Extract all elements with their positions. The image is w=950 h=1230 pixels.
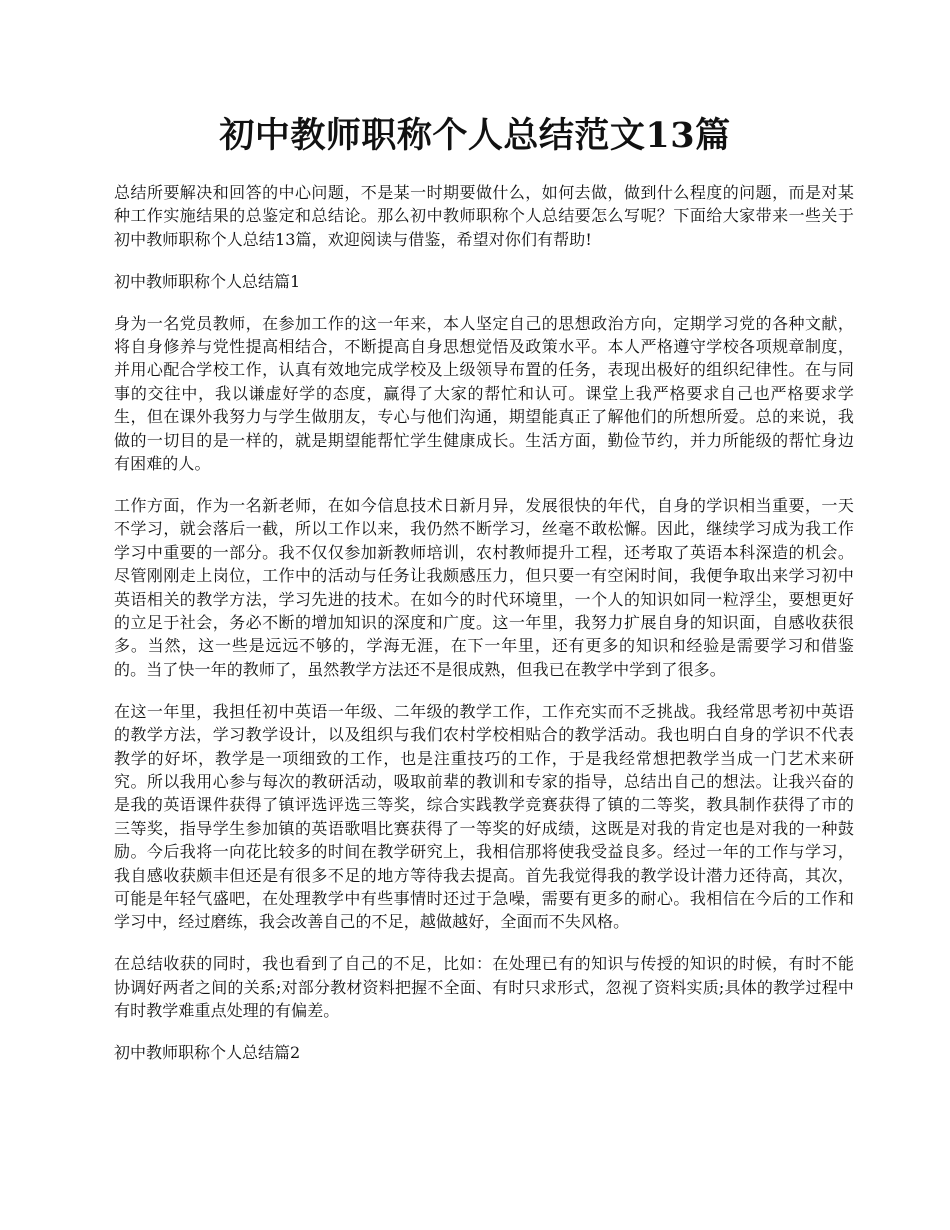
intro-paragraph: 总结所要解决和回答的中心问题，不是某一时期要做什么，如何去做，做到什么程度的问题，而是对某种工作实施结果的总鉴定和总结论。那么初中教师职称个人总结要怎么写呢？下面给大家带来一些关于初中教师职称个人总结13篇，欢迎阅读与借鉴，希望对你们有帮助! — [114, 183, 854, 249]
section-1-paragraph-2: 工作方面，作为一名新老师，在如今信息技术日新月异，发展很快的年代，自身的学识相当重要，一天不学习，就会落后一截，所以工作以来，我仍然不断学习，丝毫不敢松懈。因此，继续学习成为我工作学习中重要的一部分。我不仅仅参加新教师培训，农村教师提升工程，还考取了英语本科深造的机会。尽管刚刚走上岗位，工作中的活动与任务让我颇感压力，但只要一有空闲时间，我便争取出来学习初中英语相关的教学方法，学习先进的技术。在如今的时代环境里，一个人的知识如同一粒浮尘，要想更好的立足于社会，务必不断的增加知识的深度和广度。这一年里，我努力扩展自身的知识面，自感收获很多。当然，这一些是远远不够的，学海无涯，在下一年里，还有更多的知识和经验是需要学习和借鉴的。当了快一年的教师了，虽然教学方法还不是很成熟，但我已在教学中学到了很多。 — [114, 495, 854, 679]
section-1-paragraph-4: 在总结收获的同时，我也看到了自己的不足，比如：在处理已有的知识与传授的知识的时候，有时不能协调好两者之间的关系;对部分教材资料把握不全面、有时只求形式，忽视了资料实质;具体的教学过程中有时教学难重点处理的有偏差。 — [114, 954, 854, 1021]
document-body — [114, 181, 854, 1083]
section-1-paragraph-1: 身为一名党员教师，在参加工作的这一年来，本人坚定自己的思想政治方向，定期学习党的各种文献，将自身修养与党性提高相结合，不断提高自身思想觉悟及政策水平。本人严格遵守学校各项规章制度，并用心配合学校工作，认真有效地完成学校及上级领导布置的任务，表现出极好的组织纪律性。在与同事的交往中，我以谦虚好学的态度，赢得了大家的帮忙和认可。课堂上我严格要求自己也严格要求学生，但在课外我努力与学生做朋友，专心与他们沟通，期望能真正了解他们的所想所爱。总的来说，我做的一切目的是一样的，就是期望能帮忙学生健康成长。生活方面，勤俭节约，并力所能级的帮忙身边有困难的人。 — [114, 313, 854, 474]
document-title: 初中教师职称个人总结范文13篇 — [219, 115, 731, 156]
section-1-heading: 初中教师职称个人总结篇1 — [114, 271, 301, 291]
section-2-heading: 初中教师职称个人总结篇2 — [114, 1043, 301, 1062]
section-1-paragraph-3: 在这一年里，我担任初中英语一年级、二年级的教学工作，工作充实而不乏挑战。我经常思考初中英语的教学方法，学习教学设计，以及组织与我们农村学校相贴合的教学活动。我也明白自身的学识不代表教学的好坏，教学是一项细致的工作，也是注重技巧的工作，于是我经常想把教学当成一门艺术来研究。所以我用心参与每次的教研活动，吸取前辈的教训和专家的指导，总结出自己的想法。让我兴奋的是我的英语课件获得了镇评选评选三等奖，综合实践教学竞赛获得了镇的二等奖，教具制作获得了市的三等奖，指导学生参加镇的英语歌唱比赛获得了一等奖的好成绩，这既是对我的肯定也是对我的一种鼓励。今后我将一向花比较多的时间在教学研究上，我相信那将使我受益良多。经过一年的工作与学习，我自感收获颇丰但还是有很多不足的地方等待我去提高。首先我觉得我的教学设计潜力还待高，其次，可能是年轻气盛吧，在处理教学中有些事情时还过于急噪，需要有更多的耐心。我相信在今后的工作和学习中，经过磨练，我会改善自己的不足，越做越好，全面而不失风格。 — [114, 701, 854, 932]
